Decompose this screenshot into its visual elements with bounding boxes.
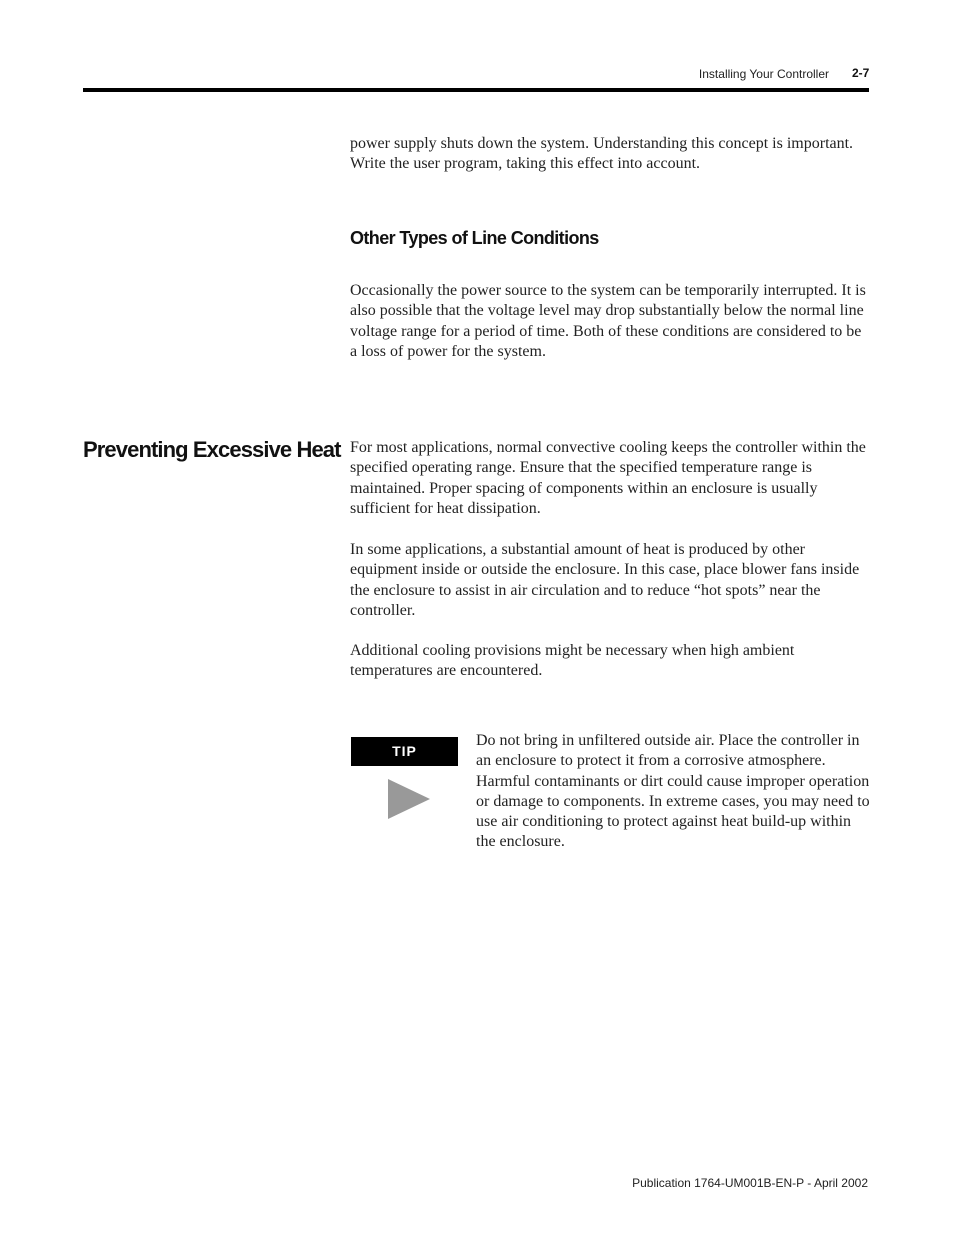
subheading-line-conditions: Other Types of Line Conditions bbox=[350, 228, 599, 248]
running-header-chapter: Installing Your Controller bbox=[698, 67, 829, 81]
tip-label: TIP bbox=[351, 737, 458, 766]
play-triangle-icon bbox=[388, 779, 430, 819]
header-rule bbox=[83, 88, 869, 92]
paragraph-continued: power supply shuts down the system. Understanding this concept is important. Write the user program, taking this effect into account. bbox=[350, 135, 854, 173]
paragraph-heat-3: Additional cooling provisions might be necessary when high ambient temperatures are encountered. bbox=[350, 642, 795, 680]
paragraph-line-conditions: Occasionally the power source to the system can be temporarily interrupted. It is also possible that the voltage level may drop substantially below the normal line voltage range for a period of time. Both of these conditions are considered to be a loss of power for the system. bbox=[350, 282, 866, 360]
paragraph-heat-2: In some applications, a substantial amount of heat is produced by other equipment inside or outside the enclosure. In this case, place blower fans inside the enclosure to assist in air circulation and to reduce “hot spots” near the controller. bbox=[350, 541, 860, 619]
page-number: 2-7 bbox=[852, 66, 870, 80]
tip-text: Do not bring in unfiltered outside air. Place the controller in an enclosure to protect it from a corrosive atmosphere. Harmful contaminants or dirt could cause improper operation or damage to components. In extreme cases, you may need to use air conditioning to protect against heat build-up within the enclosure. bbox=[476, 732, 870, 851]
footer-publication: Publication 1764-UM001B-EN-P - April 2002 bbox=[632, 1176, 868, 1190]
section-heading-excessive-heat: Preventing Excessive Heat bbox=[83, 437, 341, 462]
paragraph-heat-1: For most applications, normal convective cooling keeps the controller within the specified operating range. Ensure that the specified temperature range is maintained. Proper spacing of components within an enclosure is usually sufficient for heat dissipation. bbox=[350, 439, 866, 517]
